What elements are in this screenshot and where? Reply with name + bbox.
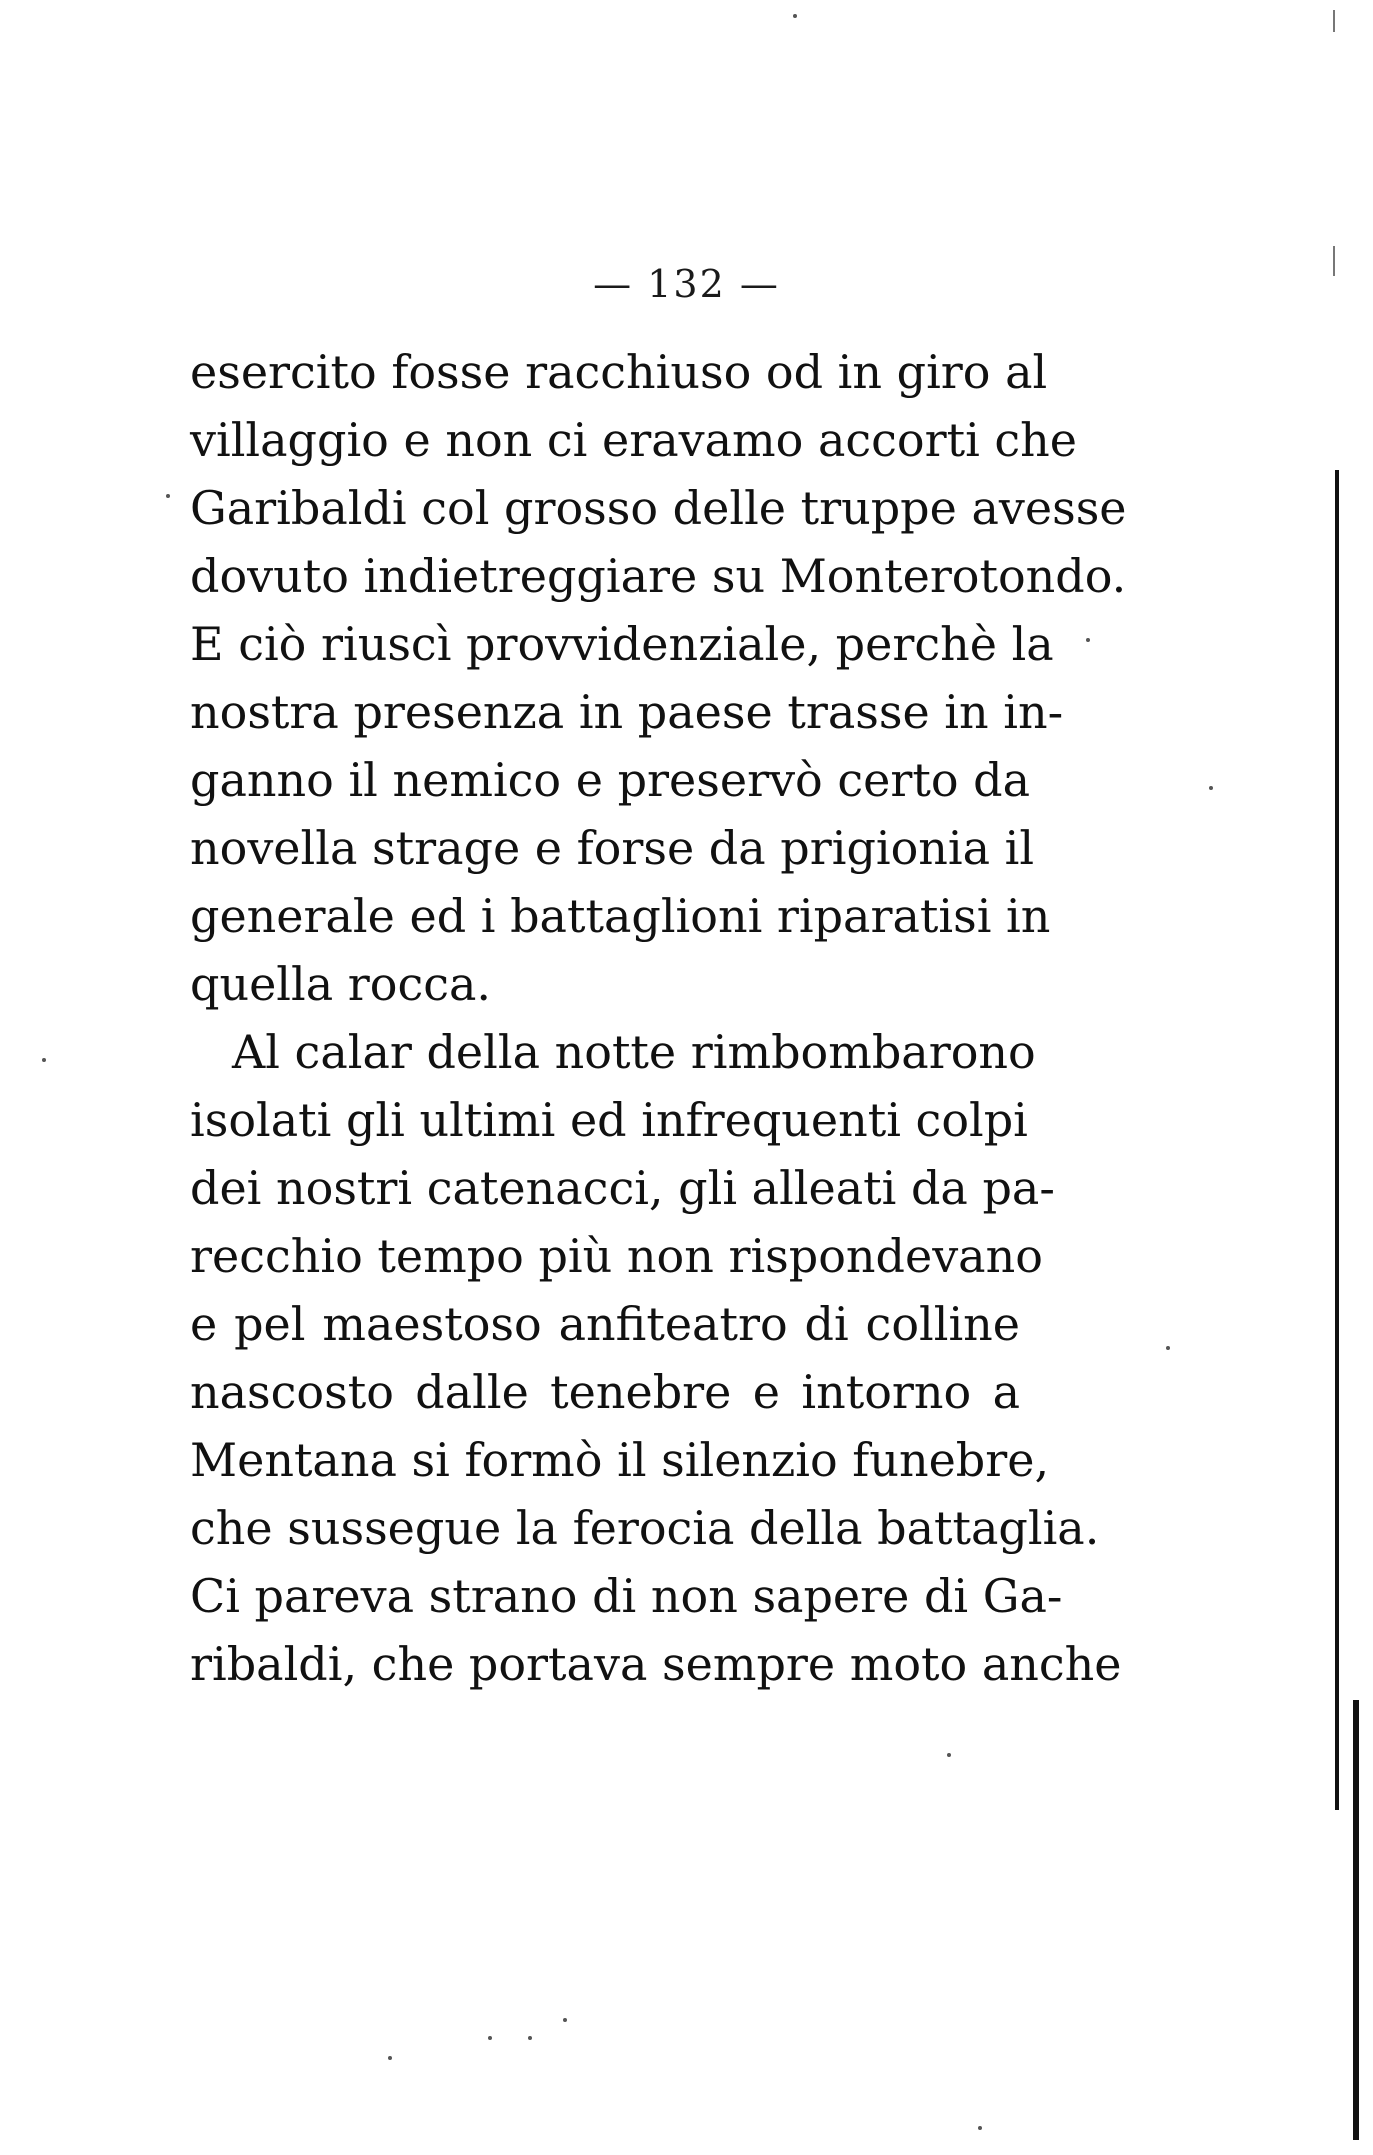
text-line: dei nostri catenacci, gli alleati da pa- xyxy=(190,1161,1055,1215)
text-line: quella rocca. xyxy=(190,957,492,1011)
dust-speck xyxy=(528,2036,532,2040)
scan-edge-mark xyxy=(1333,246,1335,276)
text-line: e pel maestoso anfiteatro di colline xyxy=(190,1297,1020,1351)
text-line: isolati gli ultimi ed infrequenti colpi xyxy=(190,1093,1028,1147)
dust-speck xyxy=(793,14,797,18)
dust-speck xyxy=(42,1058,46,1062)
text-line: Garibaldi col grosso delle truppe avesse xyxy=(190,481,1127,535)
text-line: villaggio e non ci eravamo accorti che xyxy=(190,413,1078,467)
dust-speck xyxy=(388,2056,392,2060)
dust-speck xyxy=(947,1753,951,1757)
scan-edge-line xyxy=(1353,1700,1359,2140)
text-line: recchio tempo più non rispondevano xyxy=(190,1229,1043,1283)
text-line: che sussegue la ferocia della battaglia. xyxy=(190,1501,1100,1555)
text-line: dovuto indietreggiare su Monterotondo. xyxy=(190,549,1127,603)
text-line: Mentana si formò il silenzio funebre, xyxy=(190,1433,1050,1487)
text-line: ribaldi, che portava sempre moto anche xyxy=(190,1637,1122,1691)
text-line: nascosto dalle tenebre e intorno a xyxy=(190,1365,1020,1419)
dust-speck xyxy=(1166,1346,1170,1350)
page-number: — 132 — xyxy=(593,262,780,306)
text-line: E ciò riuscì provvidenziale, perchè la xyxy=(190,617,1054,671)
text-line: novella strage e forse da prigionia il xyxy=(190,821,1035,875)
text-line: Al calar della notte rimbombarono xyxy=(232,1025,1036,1079)
dust-speck xyxy=(1209,786,1213,790)
dust-speck xyxy=(488,2036,492,2040)
dust-speck xyxy=(563,2018,567,2022)
scan-edge-mark xyxy=(1333,10,1335,32)
dust-speck xyxy=(978,2126,982,2130)
text-line: Ci pareva strano di non sapere di Ga- xyxy=(190,1569,1063,1623)
text-line: ganno il nemico e preservò certo da xyxy=(190,753,1031,807)
text-line: generale ed i battaglioni riparatisi in xyxy=(190,889,1051,943)
text-line: esercito fosse racchiuso od in giro al xyxy=(190,345,1048,399)
scan-edge-line xyxy=(1335,470,1339,1810)
text-line: nostra presenza in paese trasse in in- xyxy=(190,685,1064,739)
dust-speck xyxy=(1086,638,1090,642)
dust-speck xyxy=(166,494,170,498)
